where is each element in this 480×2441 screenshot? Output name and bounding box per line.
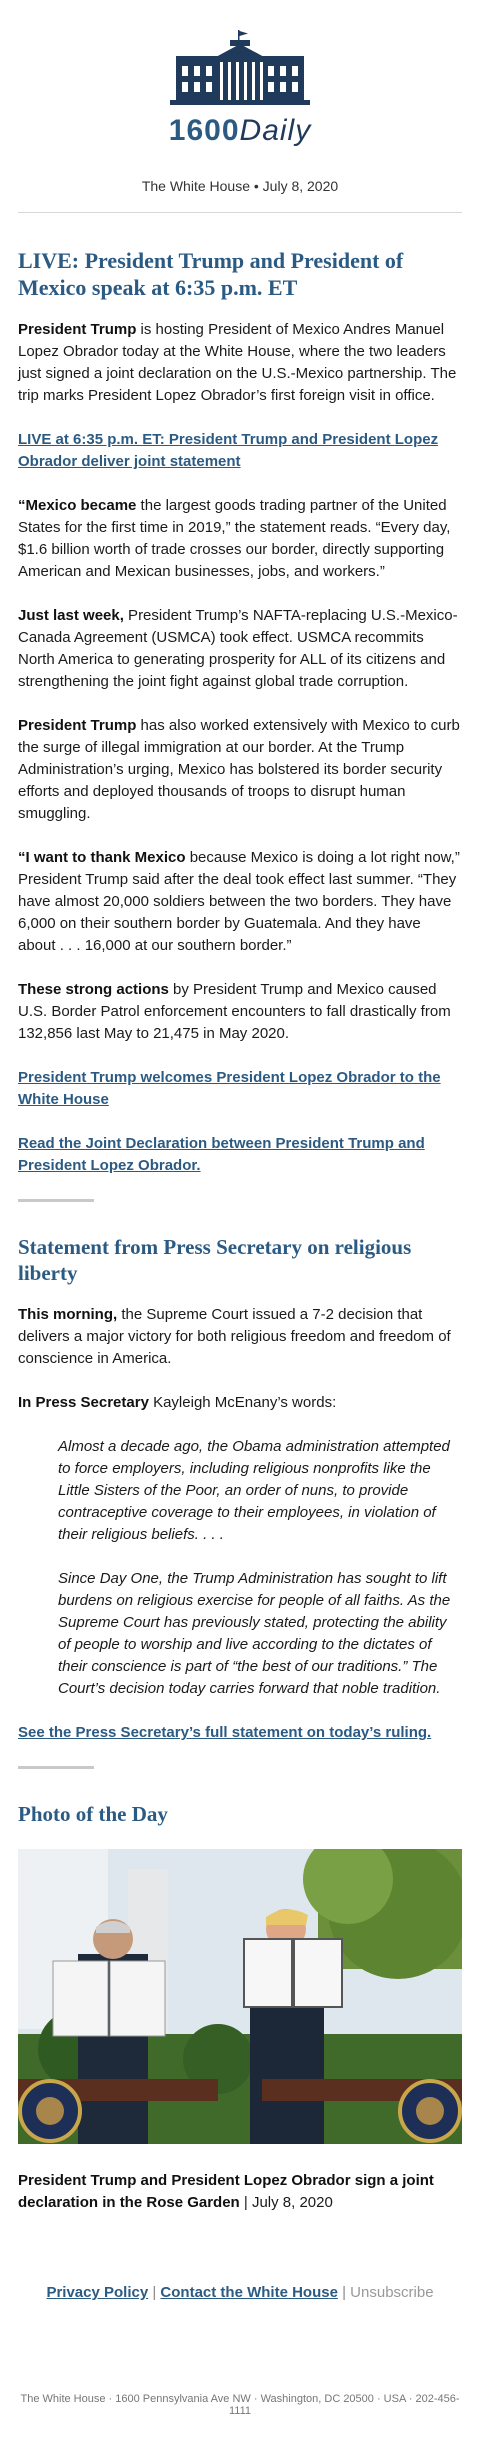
paragraph bbox=[18, 1304, 462, 1370]
unsubscribe-link[interactable]: Unsubscribe bbox=[350, 2284, 434, 2301]
section-title: LIVE: President Trump and President of Mexico speak at 6:35 p.m. ET bbox=[18, 248, 404, 300]
full-statement-link[interactable]: See the Press Secretary’s full statement on today’s ruling. bbox=[18, 1724, 432, 1741]
photo-caption bbox=[18, 2170, 462, 2214]
section-live-event bbox=[18, 247, 462, 1177]
caption-date: | July 8, 2020 bbox=[239, 2194, 333, 2211]
section-religious-liberty bbox=[18, 1234, 462, 1744]
header-divider bbox=[18, 212, 462, 213]
paragraph-text: the largest goods trading partner of the United States for the first time in 2019,” the statement reads. “Every day, $1.6 billion worth of trade crosses our border, directly supporting American and Mexican businesses, jobs, and workers.” bbox=[18, 497, 451, 580]
paragraph-text: Kayleigh McEnany’s words: bbox=[148, 1394, 337, 1411]
joint-declaration-link[interactable]: Read the Joint Declaration between President Trump and President Lopez Obrador. bbox=[18, 1135, 425, 1174]
lead-in: “I want to thank Mexico bbox=[18, 849, 186, 866]
photo-of-the-day-image[interactable] bbox=[18, 1849, 462, 2144]
paragraph bbox=[18, 495, 462, 583]
paragraph-text: because Mexico is doing a lot right now,” President Trump said after the deal took effect last summer. “They have almost 20,000 soldiers between the two borders. They have 6,000 on their southern border by Guatemala. And they have about . . . 16,000 at our southern border.” bbox=[18, 849, 460, 954]
section-title: Statement from Press Secretary on religious liberty bbox=[18, 1235, 412, 1285]
section-divider bbox=[18, 1766, 94, 1769]
paragraph bbox=[18, 715, 462, 825]
lead-in: “Mexico became bbox=[18, 497, 137, 514]
paragraph bbox=[18, 605, 462, 693]
contact-link[interactable]: Contact the White House bbox=[160, 2284, 338, 2301]
lead-in: President Trump bbox=[18, 321, 137, 338]
paragraph-text: President Trump’s NAFTA-replacing U.S.-Mexico-Canada Agreement (USMCA) took effect. USMCA recommits North America to generating prosperity for ALL of its citizens and strengthening the joint fight against global trade corruption. bbox=[18, 607, 458, 690]
paragraph bbox=[18, 1392, 462, 1414]
footer-separator: | bbox=[148, 2284, 161, 2301]
live-statement-link[interactable]: LIVE at 6:35 p.m. ET: President Trump and President Lopez Obrador deliver joint statement bbox=[18, 431, 439, 470]
dateline: The White House • July 8, 2020 bbox=[141, 178, 339, 194]
logo-wordmark bbox=[169, 114, 311, 148]
paragraph bbox=[18, 847, 462, 957]
footer-links bbox=[18, 2284, 462, 2301]
paragraph-text: by President Trump and Mexico caused U.S. Border Patrol enforcement encounters to fall drastically from 132,856 last May to 21,475 in May 2020. bbox=[18, 981, 451, 1042]
caption-title: President Trump and President Lopez Obrador sign a joint declaration in the Rose Garden bbox=[18, 2172, 434, 2211]
privacy-policy-link[interactable]: Privacy Policy bbox=[46, 2284, 149, 2301]
paragraph-text: the Supreme Court issued a 7-2 decision that delivers a major victory for both religious freedom and freedom of conscience in America. bbox=[18, 1306, 451, 1367]
quote-paragraph: Almost a decade ago, the Obama administration attempted to force employers, including religious nonprofits like the Little Sisters of the Poor, an order of nuns, to provide contraceptive coverage to their employees, in violation of their religious beliefs. . . . bbox=[58, 1438, 450, 1543]
paragraph-text: has also worked extensively with Mexico to curb the surge of illegal immigration at our border. At the Trump Administration’s urging, Mexico has bolstered its border security efforts and deployed thousands of troops to disrupt human smuggling. bbox=[18, 717, 460, 822]
paragraph bbox=[18, 319, 462, 407]
paragraph-text: is hosting President of Mexico Andres Manuel Lopez Obrador today at the White House, where the two leaders just signed a joint declaration on the U.S.-Mexico partnership. The trip marks President Lopez Obrador’s first foreign visit in office. bbox=[18, 321, 457, 404]
press-secretary-quote bbox=[58, 1436, 462, 1700]
lead-in: This morning, bbox=[18, 1306, 118, 1323]
section-photo-of-the-day bbox=[18, 1801, 462, 2214]
lead-in: Just last week, bbox=[18, 607, 124, 624]
lead-in: President Trump bbox=[18, 717, 137, 734]
lead-in: In Press Secretary bbox=[18, 1394, 149, 1411]
footer-separator: | bbox=[337, 2284, 351, 2301]
logo-word: Daily bbox=[239, 114, 312, 147]
footer-address: The White House · 1600 Pennsylvania Ave NW · Washington, DC 20500 · USA · 202-456-1111 bbox=[20, 2393, 460, 2417]
paragraph bbox=[18, 979, 462, 1045]
white-house-icon bbox=[170, 30, 310, 110]
logo-number: 1600 bbox=[168, 114, 240, 147]
welcome-link[interactable]: President Trump welcomes President Lopez Obrador to the White House bbox=[18, 1069, 441, 1108]
logo[interactable] bbox=[18, 0, 462, 150]
section-title: Photo of the Day bbox=[18, 1802, 168, 1826]
lead-in: These strong actions bbox=[18, 981, 169, 998]
section-divider bbox=[18, 1199, 94, 1202]
quote-paragraph: Since Day One, the Trump Administration has sought to lift burdens on religious exercise for people of all faiths. As the Supreme Court has previously stated, protecting the ability of people to worship and live according to the dictates of their conscience is part of “the best of our traditions.” The Court’s decision today carries forward that noble tradition. bbox=[58, 1570, 451, 1697]
